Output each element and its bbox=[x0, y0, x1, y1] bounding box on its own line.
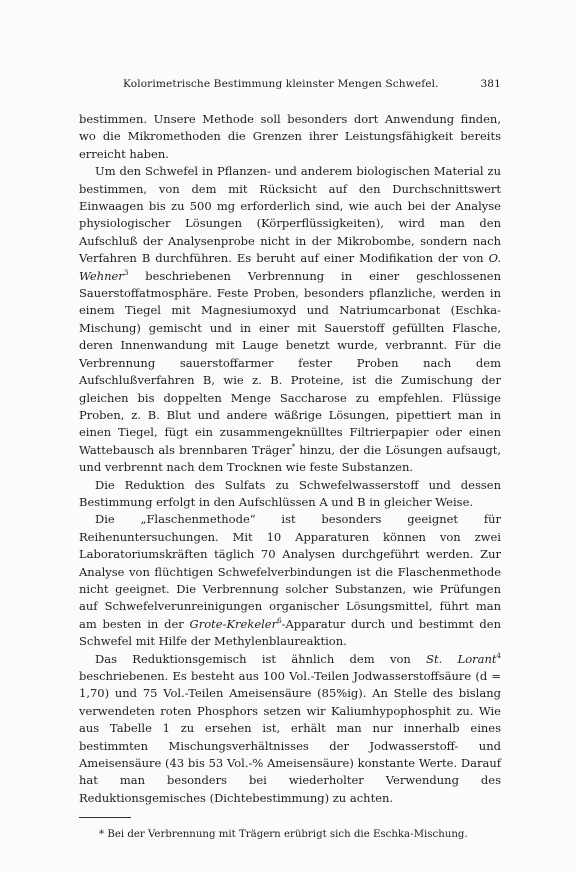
page bbox=[79, 78, 501, 842]
footnote-divider bbox=[79, 817, 131, 818]
paragraph-3: Die Reduktion des Sulfats zu Schwefelwasserstoff und dessen Bestimmung erfolgt in den Aufschlüssen A und B in gleicher Weise. bbox=[79, 477, 501, 509]
paragraph-1: bestimmen. Unsere Methode soll besonders dort Anwendung finden, wo die Mikromethoden die Grenzen ihrer Leistungsfähigkeit bereits erreicht haben. bbox=[79, 112, 501, 161]
footnote-mark: * bbox=[99, 829, 105, 841]
running-title: Kolorimetrische Bestimmung kleinster Mengen Schwefel. bbox=[123, 78, 439, 90]
author-lorant: St. Lorant bbox=[426, 651, 497, 666]
running-header bbox=[79, 78, 501, 94]
page-number: 381 bbox=[480, 78, 501, 90]
reference-marker: 3 bbox=[123, 268, 129, 277]
paragraph-4: Die „Flaschenmethode“ ist besonders geeignet für Reihenuntersuchungen. Mit 10 Apparaturen können von zwei Laboratoriumskräften täglich 70 Analysen durchgeführt werden. Zur Analyse von flüchtigen Schwefelverbindungen ist die Flaschenmethode nicht geeignet. Die Verbrennung solcher Substanzen, wie Prüfungen auf Schwefelverunreinigungen organischer Lösungsmittel, führt man am besten in der Grote-Krekeler$^6$-Apparatur durch und bestimmt den Schwefel mit Hilfe der Methylenblaureaktion. bbox=[79, 512, 501, 649]
paragraph-2: Um den Schwefel in Pflanzen- und anderem biologischen Material zu bestimmen, von dem mit Rücksicht auf den Durchschnittswert Einwaagen bis zu 500 mg erforderlich sind, wie auch bei der Analyse physiologischer Lösungen (Körperflüssigkeiten), wird man den Aufschluß der Analysenprobe nicht in der Mikrobombe, sondern nach Verfahren B durchführen. Es beruht auf einer Modifikation der von O. Wehner$^3$ beschriebenen Verbrennung in einer geschlossenen Sauerstoffatmosphäre. Feste Proben, besonders pflanzliche, werden in einem Tiegel mit Magnesiumoxyd und Natriumcarbonat (Eschka-Mischung) gemischt und in einer mit Sauerstoff gefüllten Flasche, deren Innenwandung mit Lauge benetzt wurde, verbrannt. Für die Verbrennung sauerstoffarmer fester Proben nach dem Aufschlußverfahren B, wie z. B. Proteine, ist die Zumischung der gleichen bis doppelten Menge Saccharose zu empfehlen. Flüssige Proben, z. B. Blut und andere wäßrige Lösungen, pipettiert man in einen Tiegel, fügt ein zusammengeknülltes Filtrierpapier oder einen Wattebausch als brennbaren Träger* hinzu, der die Lösungen aufsaugt, und verbrennt nach dem Trocknen wie feste Substanzen. bbox=[79, 164, 501, 475]
body-text bbox=[79, 111, 501, 807]
reference-marker: 6 bbox=[277, 616, 282, 625]
author-wehner: O. Wehner bbox=[79, 251, 501, 283]
footnote-marker: * bbox=[291, 442, 296, 451]
footnote-text: Bei der Verbrennung mit Trägern erübrigt sich die Eschka-Mischung. bbox=[104, 829, 468, 841]
author-grote-krekeler: Grote-Krekeler bbox=[189, 616, 278, 631]
paragraph-5: Das Reduktionsgemisch ist ähnlich dem von St. Lorant$^4$ beschriebenen. Es besteht aus 100 Vol.-Teilen Jodwasserstoffsäure (d = 1,70) und 75 Vol.-Teilen Ameisensäure (85%ig). An Stelle des bislang verwendeten roten Phosphors setzen wir Kaliumhypophosphit zu. Wie aus Tabelle 1 zu ersehen ist, erhält man nur innerhalb eines bestimmten Mischungsverhältnisses der Jodwasserstoff- und Ameisensäure (43 bis 53 Vol.-% Ameisensäure) konstante Werte. Darauf hat man besonders bei wiederholter Verwendung des Reduktionsgemisches (Dichtebestimmung) zu achten. bbox=[79, 651, 501, 805]
reference-marker: 4 bbox=[496, 651, 501, 660]
footnote bbox=[79, 828, 501, 842]
